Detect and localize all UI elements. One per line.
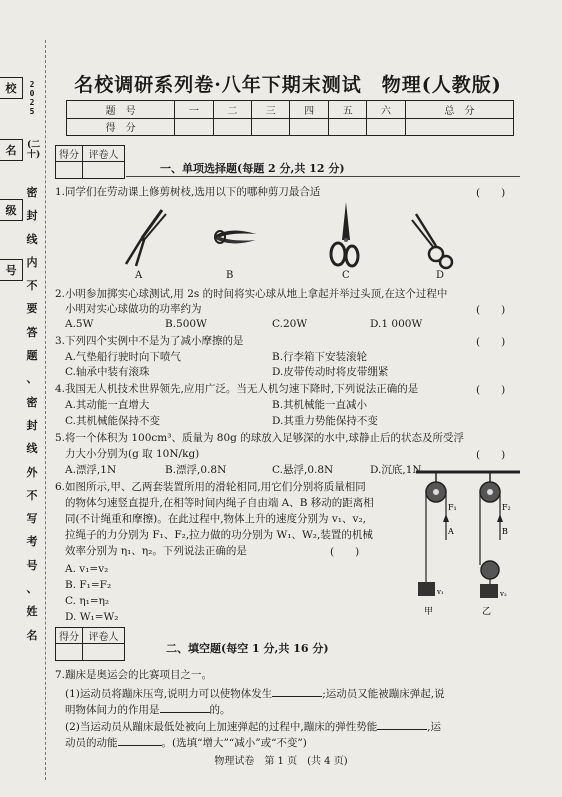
grade-label: 级 — [0, 199, 23, 221]
q4-option-a: A.其动能一直增大 — [65, 399, 150, 411]
score-header-cell: 六 — [367, 101, 405, 119]
score-row-label: 得 分 — [67, 118, 175, 136]
grader-reviewer-cell[interactable] — [83, 162, 125, 179]
q7-part2-line2 — [65, 735, 307, 750]
grader-score-label: 得分 — [56, 628, 83, 644]
score-cell[interactable] — [175, 118, 213, 136]
q2-answer-paren[interactable]: ( ) — [476, 304, 506, 316]
seal-char: 封 — [26, 418, 38, 432]
end-label-a: A — [448, 527, 454, 536]
year-digit: 2 — [29, 80, 35, 89]
q7-part1-text: 的。 — [209, 704, 231, 716]
q7-part1-line1 — [65, 686, 445, 701]
year-digit: 0 — [29, 89, 35, 98]
grader-score-label: 得分 — [56, 146, 83, 162]
q4-option-c: C.其机械能保持不变 — [65, 415, 160, 427]
score-cell[interactable] — [290, 118, 328, 136]
q5-option-d: D.沉底,1N — [370, 464, 422, 476]
large-scissors-icon — [328, 200, 364, 270]
score-header-cell: 二 — [213, 101, 251, 119]
q1-option-b: B — [226, 270, 234, 281]
grader-box-1 — [55, 145, 125, 179]
q7-part1-text: (1)运动员将蹦床压弯,说明力可以使物体发生 — [65, 688, 273, 700]
q7-blank-1[interactable] — [272, 686, 322, 697]
q3-option-b: B.行李箱下安装滚轮 — [272, 351, 368, 363]
q5-stem-line1: 5.将一个体积为 100cm³、质量为 80g 的球放入足够深的水中,球静止后的状态及所受浮 — [55, 432, 465, 444]
name-label: 名 — [0, 139, 23, 161]
score-header-cell: 五 — [328, 101, 366, 119]
q3-answer-paren[interactable]: ( ) — [476, 336, 506, 348]
q1-answer-paren[interactable]: ( ) — [476, 187, 506, 199]
q7-part1-text: 明物体间力的作用是 — [65, 704, 160, 716]
seal-char: 封 — [26, 209, 38, 223]
movable-pulley-icon — [481, 561, 499, 579]
grader-reviewer-label: 评卷人 — [83, 628, 125, 644]
seal-char: 姓 — [26, 605, 38, 619]
seal-char: 不 — [26, 279, 38, 293]
q7-part2-text: ,运 — [427, 721, 442, 733]
figure-label-jia: 甲 — [424, 607, 434, 617]
q1-stem: 1.同学们在劳动课上修剪树枝,选用以下的哪种剪刀最合适 — [55, 186, 321, 198]
year-digit: 2 — [29, 98, 35, 107]
grader-reviewer-label: 评卷人 — [83, 146, 125, 162]
section2-title: 二、填空题(每空 1 分,共 16 分) — [166, 642, 329, 655]
q7-part1-text: ;运动员又能被蹦床弹起,说 — [322, 688, 445, 700]
seal-char: 内 — [26, 255, 38, 269]
office-scissors-icon — [410, 210, 454, 272]
weight-block-icon — [480, 584, 498, 598]
seal-char: 、 — [26, 582, 38, 596]
q6-stem-line: 同(不计绳重和摩擦)。在此过程中,物体上升的速度分别为 v₁、v₂, — [65, 513, 366, 525]
q5-answer-paren[interactable]: ( ) — [476, 449, 506, 461]
q3-stem: 3.下列四个实例中不是为了减小摩擦的是 — [55, 335, 244, 347]
grader-box-2 — [55, 627, 125, 661]
q6-stem-line: 效率分别为 η₁、η₂。下列说法正确的是 — [65, 545, 247, 557]
score-table — [66, 100, 514, 136]
seal-char: 密 — [26, 395, 38, 409]
q4-option-b: B.其机械能一直减小 — [272, 399, 368, 411]
seal-char: 要 — [26, 302, 38, 316]
q1-option-d: D — [436, 270, 445, 281]
velocity-label-v2: v₂ — [500, 590, 507, 598]
figure-label-yi: 乙 — [482, 607, 492, 617]
thread-snips-icon — [210, 222, 260, 252]
force-label-f2: F₂ — [502, 503, 511, 512]
q5-option-b: B.漂浮,0.8N — [165, 464, 227, 476]
q2-stem-line2: 小明对实心球做功的功率约为 — [65, 303, 202, 315]
q7-blank-3[interactable] — [377, 719, 427, 730]
number-label: 号 — [0, 259, 23, 281]
seal-char: 考 — [26, 535, 38, 549]
q2-stem-line1: 2.小明参加掷实心球测试,用 2s 的时间将实心球从地上拿起并举过头顶,在这个过程中 — [55, 288, 448, 300]
q2-option-b: B.500W — [165, 318, 207, 330]
velocity-label-v1: v₁ — [437, 588, 444, 596]
force-label-f1: F₁ — [448, 503, 457, 512]
q3-option-d: D.皮带传动时将皮带绷紧 — [272, 366, 389, 378]
q2-option-a: A.5W — [65, 318, 94, 330]
score-cell[interactable] — [405, 118, 513, 136]
page-footer: 物理试卷 第 1 页 (共 4 页) — [214, 756, 348, 767]
q3-option-a: A.气垫船行驶时向下喷气 — [65, 351, 181, 363]
q6-option-a: A. v₁=v₂ — [65, 563, 109, 575]
q1-option-a: A — [135, 270, 143, 281]
score-header-cell: 三 — [252, 101, 290, 119]
q6-stem-line: 6.如图所示,甲、乙两套装置所用的滑轮相同,用它们分别将质量相同 — [55, 481, 366, 493]
q6-option-d: D. W₁=W₂ — [65, 611, 119, 623]
series-number: (二十) — [27, 140, 41, 160]
q2-option-d: D.1 000W — [370, 318, 423, 330]
q6-stem-line: 的物体匀速竖直提升,在相等时间内绳子自由端 A、B 移动的距离相 — [65, 497, 374, 509]
q5-option-c: C.悬浮,0.8N — [272, 464, 334, 476]
q7-part2-text: 动员的动能 — [65, 737, 118, 749]
q6-option-c: C. η₁=η₂ — [65, 595, 110, 607]
seal-char: 不 — [26, 488, 38, 502]
seal-line-text — [24, 186, 40, 652]
year-digit: 5 — [29, 107, 35, 116]
q6-stem-line: 拉绳子的力分别为 F₁、F₂,拉力做的功分别为 W₁、W₂,装置的机械 — [65, 529, 373, 541]
q7-part2-line1 — [65, 719, 441, 734]
weight-block-icon — [418, 582, 435, 596]
q7-part2-text: 。(选填“增大”“减小”或“不变”) — [161, 737, 307, 749]
score-header-cell: 四 — [290, 101, 328, 119]
pulley-figure — [416, 470, 520, 620]
seal-char: 写 — [26, 512, 38, 526]
seal-char: 密 — [26, 186, 38, 199]
q5-option-a: A.漂浮,1N — [65, 464, 117, 476]
pruning-shears-icon — [118, 206, 168, 268]
q7-blank-2[interactable] — [160, 702, 210, 713]
seal-char: 号 — [26, 558, 38, 572]
grader-score-cell[interactable] — [56, 162, 83, 179]
year-column — [27, 80, 37, 116]
seal-char: 题 — [26, 349, 38, 363]
q1-option-c: C — [342, 270, 350, 281]
score-cell[interactable] — [367, 118, 405, 136]
seal-dashed-line — [45, 40, 46, 780]
seal-char: 答 — [26, 325, 38, 339]
q4-option-d: D.其重力势能保持不变 — [272, 415, 378, 427]
seal-char: 外 — [26, 465, 38, 479]
seal-char: 线 — [26, 442, 38, 456]
seal-char: 名 — [26, 628, 38, 642]
q3-option-c: C.轴承中装有滚珠 — [65, 366, 150, 378]
q7-stem: 7.蹦床是奥运会的比赛项目之一。 — [55, 669, 213, 681]
score-cell[interactable] — [252, 118, 290, 136]
grader-score-cell[interactable] — [56, 644, 83, 661]
q7-part2-text: (2)当运动员从蹦床最低处被向上加速弹起的过程中,蹦床的弹性势能 — [65, 721, 378, 733]
school-label: 校 — [0, 77, 23, 99]
seal-char: 、 — [26, 372, 38, 386]
score-header-cell: 一 — [175, 101, 213, 119]
q7-blank-4[interactable] — [118, 735, 162, 746]
q4-answer-paren[interactable]: ( ) — [476, 384, 506, 396]
exam-title: 名校调研系列卷·八年下期末测试 物理(人教版) — [74, 74, 502, 96]
q2-option-c: C.20W — [272, 318, 308, 330]
section1-title: 一、单项选择题(每题 2 分,共 12 分) — [160, 162, 345, 175]
end-label-b: B — [502, 527, 508, 536]
score-cell[interactable] — [213, 118, 251, 136]
q6-option-b: B. F₁=F₂ — [65, 579, 112, 591]
seal-char: 线 — [26, 232, 38, 246]
score-header-cell: 题 号 — [67, 101, 175, 119]
q6-answer-paren[interactable]: ( ) — [330, 546, 360, 558]
q4-stem: 4.我国无人机技术世界领先,应用广泛。当无人机匀速下降时,下列说法正确的是 — [55, 383, 419, 395]
score-header-cell: 总 分 — [405, 101, 513, 119]
score-cell[interactable] — [328, 118, 366, 136]
section1-rule — [126, 176, 520, 177]
q7-part1-line2 — [65, 702, 231, 717]
q5-stem-line2: 力大小分别为(g 取 10N/kg) — [65, 448, 200, 460]
grader-reviewer-cell[interactable] — [83, 644, 125, 661]
